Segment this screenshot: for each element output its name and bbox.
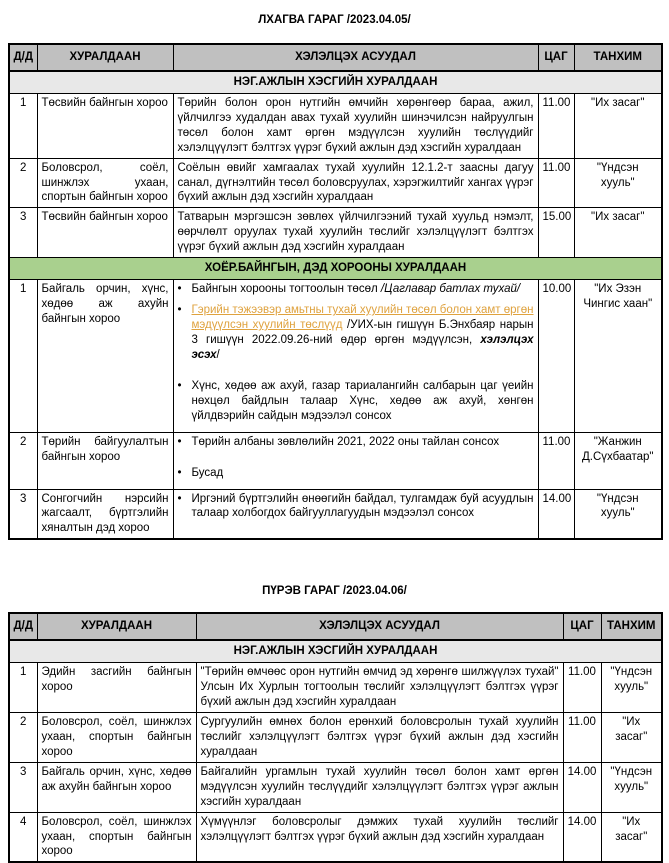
agenda-bullet-text [192, 303, 534, 363]
col-header-agenda: ХЭЛЭЛЦЭХ АСУУДАЛ [173, 44, 538, 71]
hall-cell: "Их Эзэн Чингис хаан" [574, 280, 662, 433]
schedule-table-wednesday [8, 43, 663, 540]
table-row [9, 280, 662, 433]
section-heading-row [9, 258, 662, 280]
agenda-bullet-item [178, 435, 534, 450]
schedule-table-thursday [8, 612, 663, 863]
hall-cell: "Үндсэн хууль" [601, 663, 662, 713]
agenda-bullet-text [192, 282, 534, 297]
hall-cell: "Үндсэн хууль" [574, 158, 662, 208]
time-cell: 14.00 [563, 812, 601, 862]
row-number-cell: 1 [9, 663, 37, 713]
committee-cell: Боловсрол, соёл, шинжлэх ухаан, спортын байнгын хороо [37, 812, 196, 862]
time-cell: 15.00 [538, 208, 574, 258]
hall-cell: "Их засаг" [574, 208, 662, 258]
agenda-cell [173, 93, 538, 158]
section-heading-row [9, 71, 662, 93]
agenda-text: Төрийн болон орон нутгийн өмчийн хөрөнгөөр бараа, ажил, үйлчилгээ худалдан авах тухай хуулийн шинэчилсэн найруулгын төсөл болон хамт өргөн мэдүүлсэн хуулийн төслүүдийг хэлэлцүүлэгт бэлтгэх үүрэг бүхий ажлын дэд хэсгийн хуралдаан [177, 96, 534, 154]
agenda-text: Сургуулийн өмнөх болон ерөнхий боловсролын тухай хуулийн төслийг хэлэлцүүлэгт бэлтгэх үүрэг бүхий ажлын дэд хэсгийн хуралдаан [200, 715, 559, 758]
agenda-cell [196, 712, 563, 762]
day-schedule-thursday [8, 584, 661, 863]
bullet-icon: • [177, 492, 182, 505]
agenda-cell [196, 663, 563, 713]
agenda-text: Иргэний бүртгэлийн өнөөгийн байдал, тулгамдаж буй асуудлын талаар холбогдох байгууллагуудын мэдээлэл сонсох [191, 492, 534, 520]
agenda-cell [196, 762, 563, 812]
agenda-text: Байгалийн ургамлын тухай хуулийн төсөл болон хамт өргөн мэдүүлсэн хуулийн төслүүдийг хэлэлцүүлэгт бэлтгэх үүрэг ажлын хэсгийн хуралдаан [200, 765, 559, 808]
agenda-cell [173, 432, 538, 489]
hall-cell: "Их засаг" [574, 93, 662, 158]
table-row [9, 812, 662, 862]
table-row [9, 712, 662, 762]
table-row [9, 432, 662, 489]
row-number-cell: 1 [9, 280, 37, 433]
agenda-text: Хүнс, хөдөө аж ахуй, газар тариалангийн салбарын цаг үеийн нөхцөл байдлын талаар Хүнс, хөдөө аж ахуй, хөнгөн үйлдвэрийн сайдын мэдээлэл сонсох [191, 379, 534, 422]
time-cell: 11.00 [538, 158, 574, 208]
time-cell: 11.00 [538, 432, 574, 489]
col-header-hall: ТАНХИМ [601, 613, 662, 640]
table-row [9, 663, 662, 713]
col-header-meeting: ХУРАЛДААН [37, 44, 173, 71]
time-cell: 11.00 [563, 712, 601, 762]
committee-cell: Боловсрол, соёл, шинжлэх ухаан, спортын байнгын хороо [37, 158, 173, 208]
hall-cell: "Жанжин Д.Сүхбаатар" [574, 432, 662, 489]
section-heading-row [9, 640, 662, 662]
agenda-text: /УИХ-ын гишүүн Б.Энхбаяр нарын 3 гишүүн 2022.09.26-ний өдөр өргөн мэдүүлсэн, [191, 319, 534, 346]
time-cell: 11.00 [538, 93, 574, 158]
time-cell: 14.00 [538, 489, 574, 539]
agenda-text: Байнгын хорооны тогтоолын төсөл [191, 283, 381, 296]
agenda-bullet-text [192, 435, 534, 450]
time-cell: 11.00 [563, 663, 601, 713]
row-number-cell: 2 [9, 432, 37, 489]
table-row [9, 208, 662, 258]
agenda-text: Хүмүүнлэг боловсролыг дэмжих тухай хуулийн төслийг хэлэлцүүлэгт бэлтгэх үүрэг бүхий ажлын дэд хэсгийн хуралдаан [200, 815, 559, 843]
agenda-bullet-text [192, 379, 534, 424]
committee-cell: Төрийн байгуулалтын байнгын хороо [37, 432, 173, 489]
committee-cell: Байгаль орчин, хүнс, хөдөө аж ахуйн байнгын хороо [37, 280, 173, 433]
agenda-bullet-text [192, 492, 534, 522]
col-header-time: ЦАГ [563, 613, 601, 640]
section-heading: ХОЁР.БАЙНГЫН, ДЭД ХОРООНЫ ХУРАЛДААН [9, 258, 662, 280]
committee-cell: Байгаль орчин, хүнс, хөдөө аж ахуйн байнгын хороо [37, 762, 196, 812]
agenda-bullet-item [178, 282, 534, 297]
agenda-text: Соёлын өвийг хамгаалах тухай хуулийн 12.1.2-т заасны дагуу санал, дүгнэлтийн төсөл боловсруулах, хэрэгжилтийг хангах үүрэг бүхий ажлын дэд хэсгийн хуралдаан [177, 161, 534, 204]
table-row [9, 489, 662, 539]
agenda-text: / [216, 348, 220, 361]
hall-cell: "Их засаг" [601, 812, 662, 862]
row-number-cell: 3 [9, 762, 37, 812]
agenda-bullet-item [178, 303, 534, 363]
row-number-cell: 3 [9, 489, 37, 539]
hall-cell: "Их засаг" [601, 712, 662, 762]
agenda-bullet-text [192, 466, 534, 481]
table-row [9, 158, 662, 208]
section-heading: НЭГ.АЖЛЫН ХЭСГИЙН ХУРАЛДААН [9, 640, 662, 662]
committee-cell: Төсвийн байнгын хороо [37, 208, 173, 258]
day-title: ЛХАГВА ГАРАГ /2023.04.05/ [258, 14, 411, 26]
agenda-bullet-item [178, 492, 534, 522]
agenda-cell [173, 280, 538, 433]
agenda-note-italic: /Цаглавар батлах тухай/ [380, 283, 521, 296]
bullet-icon: • [177, 379, 182, 392]
header-row [9, 613, 662, 640]
col-header-time: ЦАГ [538, 44, 574, 71]
bullet-icon: • [177, 435, 182, 448]
row-number-cell: 2 [9, 158, 37, 208]
row-number-cell: 1 [9, 93, 37, 158]
agenda-cell [173, 489, 538, 539]
time-cell: 10.00 [538, 280, 574, 433]
agenda-text: Татварын мэргэшсэн зөвлөх үйлчилгээний тухай хуульд нэмэлт, өөрчлөлт оруулах тухай хуулийн төслийг хэлэлцүүлэгт бэлтгэх үүрэг бүхий ажлын дэд хэсгийн хуралдаан [177, 211, 534, 254]
agenda-cell [196, 812, 563, 862]
bullet-icon: • [177, 466, 182, 479]
committee-cell: Төсвийн байнгын хороо [37, 93, 173, 158]
committee-cell: Эдийн засгийн байнгын хороо [37, 663, 196, 713]
header-row [9, 44, 662, 71]
hall-cell: "Үндсэн хууль" [574, 489, 662, 539]
table-row [9, 762, 662, 812]
row-number-cell: 3 [9, 208, 37, 258]
agenda-text: Төрийн албаны зөвлөлийн 2021, 2022 оны тайлан сонсох [191, 435, 500, 448]
agenda-bullet-item [178, 379, 534, 424]
table-row [9, 93, 662, 158]
committee-cell: Сонгогчийн нэрсийн жагсаалт, бүртгэлийн хяналтын дэд хороо [37, 489, 173, 539]
bullet-icon: • [177, 304, 182, 317]
agenda-text: Бусад [191, 466, 224, 479]
col-header-no: Д/Д [9, 44, 37, 71]
col-header-meeting: ХУРАЛДААН [37, 613, 196, 640]
agenda-cell [173, 208, 538, 258]
col-header-agenda: ХЭЛЭЛЦЭХ АСУУДАЛ [196, 613, 563, 640]
row-number-cell: 4 [9, 812, 37, 862]
col-header-no: Д/Д [9, 613, 37, 640]
time-cell: 14.00 [563, 762, 601, 812]
day-schedule-wednesday [8, 13, 661, 540]
agenda-emphasis: хэлэлцэх эсэх [191, 333, 534, 361]
bullet-icon: • [177, 283, 182, 296]
agenda-cell [173, 158, 538, 208]
hall-cell: "Үндсэн хууль" [601, 762, 662, 812]
agenda-link[interactable]: Гэрийн тэжээвэр амьтны тухай хуулийн төсөл болон хамт өргөн мэдүүлсэн хуулийн төслүүд [191, 304, 534, 331]
agenda-text: "Төрийн өмчөөс орон нутгийн өмчид эд хөрөнгө шилжүүлэх тухай" Улсын Их Хурлын тогтоолын төслийг хэлэлцүүлэгт бэлтгэх үүрэг бүхий ажлын дэд хэсгийн хуралдаан [200, 666, 559, 708]
committee-cell: Боловсрол, соёл, шинжлэх ухаан, спортын байнгын хороо [37, 712, 196, 762]
agenda-bullet-item [178, 466, 534, 481]
section-heading: НЭГ.АЖЛЫН ХЭСГИЙН ХУРАЛДААН [9, 71, 662, 93]
day-title: ПҮРЭВ ГАРАГ /2023.04.06/ [262, 585, 407, 598]
col-header-hall: ТАНХИМ [574, 44, 662, 71]
row-number-cell: 2 [9, 712, 37, 762]
